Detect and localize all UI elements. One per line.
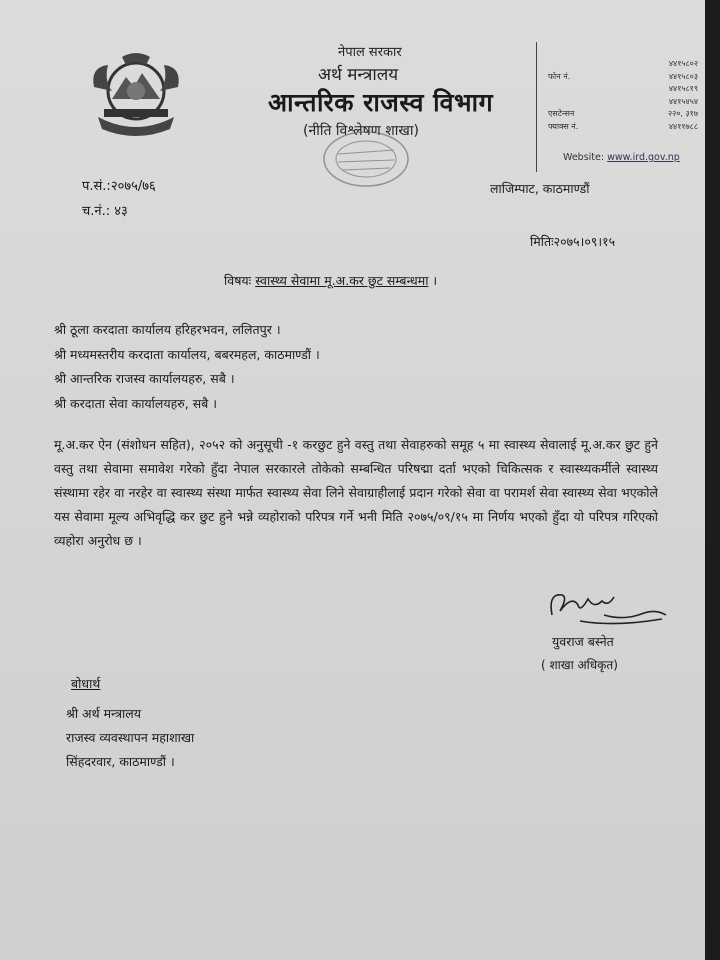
department-name: आन्तरिक राजस्व विभाग [268,88,494,117]
signature-icon [544,585,674,629]
signatory-name: युवराज बस्नेत [552,634,614,649]
cc-line: राजस्व व्यवस्थापन महाशाखा [66,730,195,745]
letter-date: मितिः२०७५।०९।१५ [530,234,616,249]
ministry-name: अर्थ मन्त्रालय [318,65,399,85]
recipient-list [54,318,320,416]
contact-block [548,58,698,133]
cc-heading: बोधार्थ [71,676,101,691]
website-line [563,152,680,163]
cc-line: सिंहदरवार, काठमाण्डौं । [66,754,175,769]
cc-list [66,702,194,774]
recipient-item: श्री ठूला करदाता कार्यालय हरिहरभवन, ललितपुर । [54,322,281,337]
recipient-item: श्री मध्यमस्तरीय करदाता कार्यालय, बबरमहल, काठमाण्डौं । [54,346,320,362]
contact-row: फ्याक्स नं. ४४११७८८ [548,121,698,131]
subject-end: । [432,273,438,288]
contact-row: ४४१५८०२ [668,59,698,68]
website-label: Website: [563,152,605,163]
government-name: नेपाल सरकार [338,45,402,60]
letter-body: मू.अ.कर ऐन (संशोधन सहित), २०५२ को अनुसूची -१ करछुट हुने वस्तु तथा सेवाहरुको समूह ५ मा स्वास्थ्य सेवालाई मू.अ.कर छुट हुने वस्तु तथा सेवामा समावेश गरेको हुँदा नेपाल सरकारले तोकेको सम्बन्धित परिषद्मा दर्ता भएको चिकित्सक र स्वास्थ्यकर्मीले स्वास्थ्य संस्थामा रहेर वा नरहेर वा स्वास्थ्य संस्था मार्फत स्वास्थ्य सेवा लिने सेवाग्राहीलाई प्रदान गरेको सेवा वा परामर्श सेवा स्वास्थ्य सेवा भएकोले यस सेवामा मूल्य अभिवृद्धि कर छुट हुने भन्ने व्यहोराको परिपत्र गर्ने भनी मिति २०७५/०९/१५ मा निर्णय भएको हुँदा यो परिपत्र गरिएको व्यहोरा अनुरोध छ । [54,437,658,548]
subject-text: स्वास्थ्य सेवामा मू.अ.कर छुट सम्बन्धमा [255,273,429,288]
contact-row: एसटेन्सन २२०, ३१७ [548,109,698,118]
contact-row: ४४१५४५४ [668,96,698,106]
signatory-designation: ( शाखा अधिकृत) [541,658,618,672]
office-stamp-icon [320,128,412,190]
subject-line [224,272,437,289]
header-divider [536,42,537,172]
cc-line: श्री अर्थ मन्त्रालय [66,706,141,721]
website-link[interactable]: www.ird.gov.np [607,152,680,163]
contact-row: ४४१५८१९ [668,84,698,93]
subject-label: विषयः [224,273,252,288]
recipient-item: श्री करदाता सेवा कार्यालयहरु, सबै । [54,395,218,411]
section-name: (नीति विश्लेषण शाखा) [303,123,419,139]
contact-row: फोन नं. ४४१५८०३ [548,71,698,81]
dispatch-number: च.नं.: ४३ [82,204,128,219]
reference-number: प.सं.:२०७५/७६ [82,179,156,194]
nepal-emblem-icon [82,47,190,139]
recipient-item: श्री आन्तरिक राजस्व कार्यालयहरु, सबै । [54,371,235,386]
office-address: लाजिम्पाट, काठमाण्डौं [490,181,590,196]
